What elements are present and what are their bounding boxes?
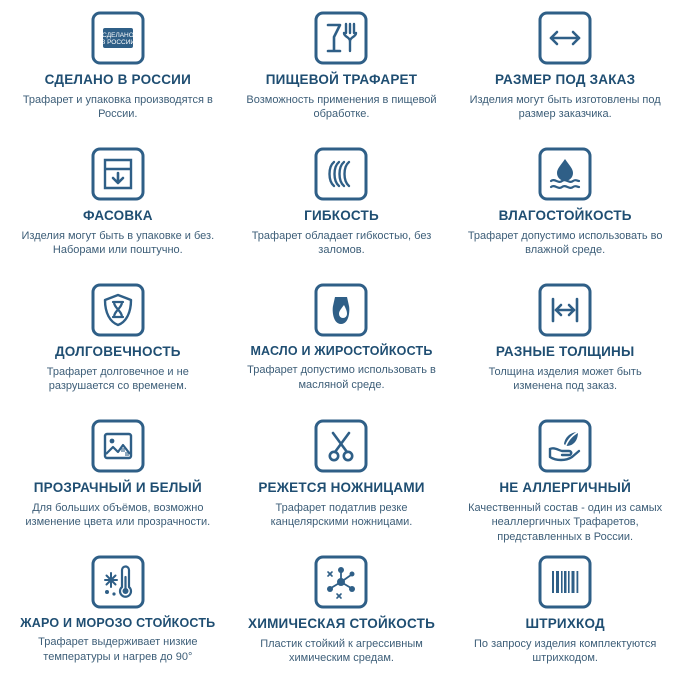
feature-card: [230, 280, 454, 416]
feature-desc: Трафарет долговечное и не разрушается со временем.: [46, 365, 189, 393]
feature-desc: Трафарет обладает гибкостью, без заломов.: [251, 229, 432, 257]
barcode-icon: [538, 552, 592, 612]
arrows-size-icon: [538, 8, 592, 68]
feature-card: [6, 416, 230, 552]
feature-desc: Трафарет допустимо использовать в масляной среде.: [247, 364, 436, 392]
feature-card: [453, 144, 677, 280]
feature-title: РАЗНЫЕ ТОЛЩИНЫ: [495, 344, 635, 359]
feature-title: РЕЖЕТСЯ НОЖНИЦАМИ: [258, 480, 425, 495]
svg-text:В РОССИИ: В РОССИИ: [100, 39, 135, 46]
scissors-icon: [314, 416, 368, 476]
feature-title: ШТРИХКОД: [525, 616, 605, 631]
svg-text:СДЕЛАНО: СДЕЛАНО: [102, 32, 134, 39]
feature-desc: Для больших объёмов, возможно изменение цвета или прозрачности.: [25, 501, 211, 529]
feature-card: [6, 280, 230, 416]
feature-title: РАЗМЕР ПОД ЗАКАЗ: [495, 72, 636, 87]
oil-can-icon: [314, 280, 368, 340]
feature-desc: Возможность применения в пищевой обработке.: [246, 93, 437, 121]
feature-card: [230, 416, 454, 552]
feature-title: ФАСОВКА: [83, 208, 153, 223]
image-transparency-icon: [91, 416, 145, 476]
feature-title: ПРОЗРАЧНЫЙ И БЕЛЫЙ: [33, 480, 202, 495]
feature-title: ДОЛГОВЕЧНОСТЬ: [54, 344, 181, 359]
molecule-icon: [314, 552, 368, 612]
feature-card: [453, 552, 677, 688]
feature-card: [6, 552, 230, 688]
hand-leaf-icon: [538, 416, 592, 476]
feature-card: [230, 8, 454, 144]
fork-glass-food-safe-icon: [314, 8, 368, 68]
feature-desc: Изделия могут быть изготовлены под размер заказчика.: [469, 93, 661, 121]
feature-title: НЕ АЛЛЕРГИЧНЫЙ: [499, 480, 631, 495]
flex-waves-icon: [314, 144, 368, 204]
feature-card: [230, 552, 454, 688]
shield-hourglass-icon: [91, 280, 145, 340]
feature-desc: По запросу изделия комплектуются штрихкодом.: [474, 637, 657, 665]
feature-desc: Качественный состав - один из самых неаллергичных Трафаретов, представленных в России.: [468, 501, 663, 544]
feature-desc: Пластик стойкий к агрессивным химическим средам.: [260, 637, 423, 665]
feature-card: [453, 280, 677, 416]
feature-title: СДЕЛАНО В РОССИИ: [44, 72, 191, 87]
package-box-icon: [91, 144, 145, 204]
thickness-measure-icon: [538, 280, 592, 340]
feature-desc: Трафарет допустимо использовать во влажной среде.: [467, 229, 663, 257]
feature-title: МАСЛО И ЖИРОСТОЙКОСТЬ: [250, 344, 433, 358]
made-in-russia-icon: [91, 8, 145, 68]
feature-card: [6, 8, 230, 144]
feature-title: ХИМИЧЕСКАЯ СТОЙКОСТЬ: [248, 616, 435, 631]
feature-title: ЖАРО И МОРОЗО СТОЙКОСТЬ: [20, 616, 216, 630]
feature-desc: Трафарет податлив резке канцелярскими ножницами.: [270, 501, 413, 529]
feature-title: ГИБКОСТЬ: [304, 208, 379, 223]
feature-card: [6, 144, 230, 280]
feature-card: [453, 8, 677, 144]
feature-desc: Толщина изделия может быть изменена под заказ.: [488, 365, 642, 393]
feature-card: [230, 144, 454, 280]
feature-desc: Изделия могут быть в упаковке и без. Наборами или поштучно.: [21, 229, 215, 257]
feature-card: [453, 416, 677, 552]
thermometer-icon: [91, 552, 145, 612]
feature-title: ВЛАГОСТОЙКОСТЬ: [498, 208, 632, 223]
feature-title: ПИЩЕВОЙ ТРАФАРЕТ: [265, 72, 418, 87]
feature-desc: Трафарет и упаковка производятся в России.: [22, 93, 213, 121]
water-drop-icon: [538, 144, 592, 204]
feature-desc: Трафарет выдерживает низкие температуры и нагрев до 90°: [38, 636, 198, 664]
